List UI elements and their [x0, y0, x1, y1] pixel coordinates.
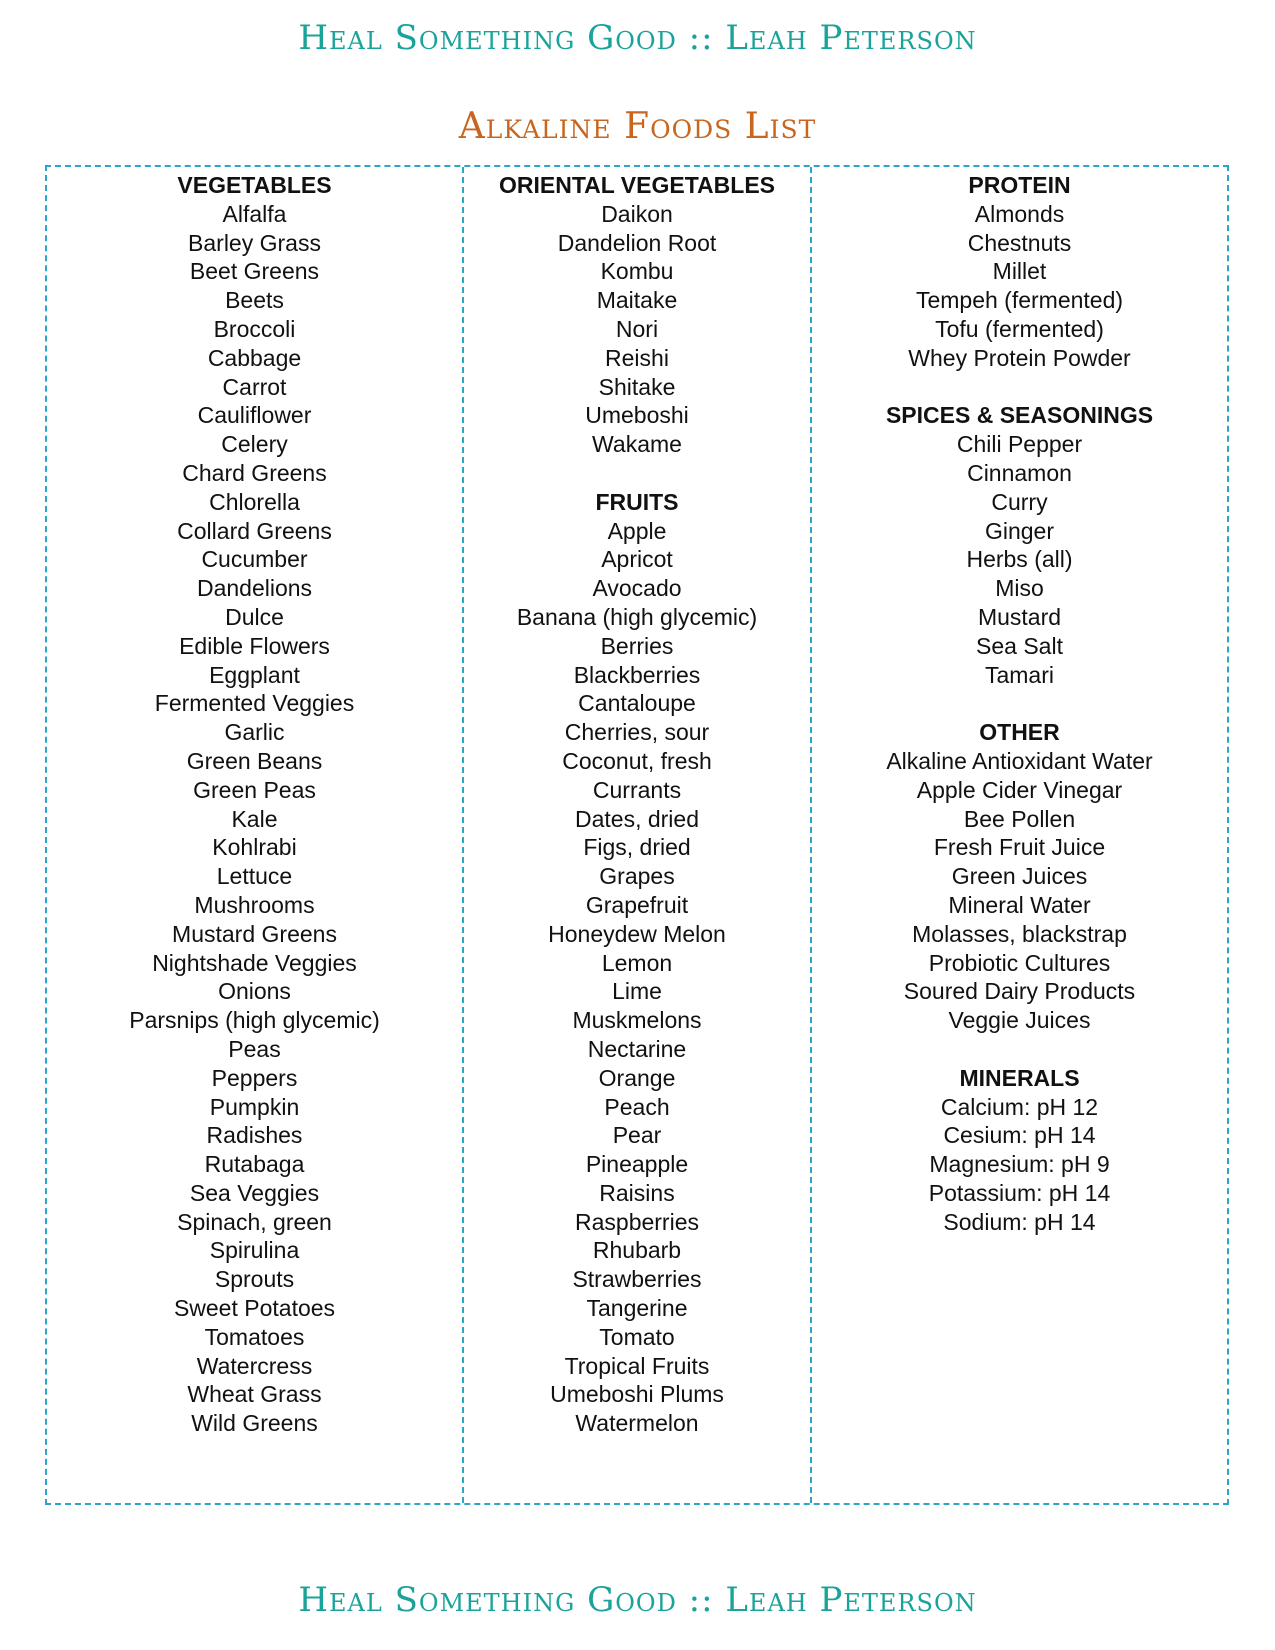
- list-item: Millet: [992, 258, 1047, 285]
- list-item: Green Peas: [193, 776, 316, 803]
- list-item: Magnesium: pH 9: [929, 1151, 1110, 1178]
- list-item: Alkaline Antioxidant Water: [886, 747, 1153, 774]
- list-item: Calcium: pH 12: [940, 1093, 1099, 1120]
- list-item: Pumpkin: [209, 1093, 300, 1120]
- list-item: Raspberries: [575, 1208, 699, 1235]
- column-2: [464, 167, 812, 1503]
- list-item: Soured Dairy Products: [903, 978, 1136, 1005]
- list-item: Lime: [612, 978, 662, 1005]
- list-item: Barley Grass: [188, 229, 321, 256]
- list-item: Green Beans: [186, 747, 323, 774]
- list-item: Wild Greens: [191, 1410, 318, 1437]
- list-item: Wakame: [592, 431, 682, 458]
- list-item: Fermented Veggies: [154, 690, 355, 717]
- list-item: Tamari: [984, 661, 1054, 688]
- list-item: Rhubarb: [592, 1237, 682, 1264]
- list-item: Daikon: [601, 200, 673, 227]
- list-item: Curry: [991, 488, 1048, 515]
- list-item: Tangerine: [586, 1295, 688, 1322]
- list-item: Broccoli: [213, 315, 296, 342]
- list-item: Cauliflower: [197, 402, 312, 429]
- list-item: Tempeh (fermented): [915, 287, 1124, 314]
- list-item: Parsnips (high glycemic): [129, 1007, 380, 1034]
- column-3: [812, 167, 1227, 1503]
- list-item: Fresh Fruit Juice: [933, 834, 1106, 861]
- list-item: Carrot: [222, 373, 287, 400]
- list-item: Alfalfa: [222, 200, 287, 227]
- list-item: Apricot: [601, 546, 673, 573]
- food-section: [47, 171, 462, 1438]
- list-item: Chili Pepper: [956, 431, 1083, 458]
- list-item: Figs, dried: [583, 834, 691, 861]
- list-item: Dandelion Root: [557, 229, 717, 256]
- list-item: Whey Protein Powder: [908, 344, 1131, 371]
- list-item: Eggplant: [209, 661, 300, 688]
- list-item: Raisins: [599, 1179, 675, 1206]
- food-section: [812, 401, 1227, 689]
- food-section: [812, 1064, 1227, 1237]
- column-1: [47, 167, 464, 1503]
- section-heading: SPICES & SEASONINGS: [885, 402, 1154, 429]
- list-item: Mineral Water: [948, 891, 1091, 918]
- footer-brand: Heal Something Good :: Leah Peterson: [298, 1580, 977, 1620]
- list-item: Kohlrabi: [212, 834, 297, 861]
- food-section: [464, 171, 810, 459]
- list-item: Peas: [228, 1035, 281, 1062]
- list-item: Sea Salt: [976, 632, 1063, 659]
- list-item: Cherries, sour: [564, 719, 710, 746]
- food-section: [464, 488, 810, 1438]
- list-item: Lettuce: [216, 863, 293, 890]
- list-item: Mustard Greens: [172, 920, 337, 947]
- list-item: Pear: [612, 1122, 662, 1149]
- list-item: Herbs (all): [966, 546, 1073, 573]
- list-item: Cucumber: [201, 546, 308, 573]
- list-item: Cesium: pH 14: [943, 1122, 1096, 1149]
- list-item: Cinnamon: [967, 459, 1072, 486]
- list-item: Dates, dried: [574, 805, 699, 832]
- list-item: Avocado: [592, 575, 682, 602]
- list-item: Radishes: [206, 1122, 303, 1149]
- list-item: Pineapple: [585, 1151, 689, 1178]
- list-item: Beets: [225, 287, 284, 314]
- food-section: [812, 718, 1227, 1035]
- list-item: Lemon: [601, 949, 673, 976]
- list-item: Nightshade Veggies: [152, 949, 357, 976]
- list-item: Edible Flowers: [179, 632, 330, 659]
- list-item: Shitake: [598, 373, 676, 400]
- list-item: Molasses, blackstrap: [912, 920, 1127, 947]
- list-item: Cantaloupe: [578, 690, 696, 717]
- list-item: Spirulina: [209, 1237, 300, 1264]
- list-item: Onions: [218, 978, 291, 1005]
- list-item: Berries: [600, 632, 674, 659]
- list-item: Sodium: pH 14: [943, 1208, 1096, 1235]
- list-item: Tomatoes: [204, 1323, 305, 1350]
- list-item: Apple Cider Vinegar: [916, 776, 1123, 803]
- list-item: Umeboshi: [585, 402, 689, 429]
- section-heading: MINERALS: [959, 1064, 1080, 1091]
- list-item: Coconut, fresh: [562, 747, 712, 774]
- list-item: Rutabaga: [204, 1151, 305, 1178]
- list-item: Wheat Grass: [187, 1381, 322, 1408]
- list-item: Blackberries: [573, 661, 701, 688]
- list-item: Spinach, green: [177, 1208, 332, 1235]
- list-item: Veggie Juices: [948, 1007, 1091, 1034]
- list-item: Tofu (fermented): [935, 315, 1104, 342]
- list-item: Orange: [598, 1064, 676, 1091]
- list-item: Bee Pollen: [963, 805, 1076, 832]
- list-item: Maitake: [596, 287, 678, 314]
- header-brand: Heal Something Good :: Leah Peterson: [298, 18, 977, 58]
- section-heading: PROTEIN: [968, 172, 1071, 198]
- list-item: Reishi: [605, 344, 669, 371]
- list-item: Grapes: [599, 863, 675, 890]
- list-item: Tomato: [599, 1323, 675, 1350]
- page-title: Alkaline Foods List: [458, 106, 817, 147]
- list-item: Mushrooms: [194, 891, 315, 918]
- list-item: Muskmelons: [572, 1007, 702, 1034]
- list-item: Almonds: [974, 200, 1065, 227]
- list-item: Watercress: [196, 1352, 313, 1379]
- list-item: Miso: [995, 575, 1044, 602]
- list-item: Sweet Potatoes: [173, 1295, 336, 1322]
- section-heading: VEGETABLES: [177, 172, 332, 198]
- list-item: Collard Greens: [177, 517, 332, 544]
- list-item: Dulce: [225, 603, 284, 630]
- list-item: Mustard: [977, 603, 1062, 630]
- section-heading: FRUITS: [595, 488, 679, 515]
- list-item: Nectarine: [587, 1035, 687, 1062]
- list-item: Chlorella: [209, 488, 300, 515]
- section-heading: OTHER: [979, 719, 1060, 746]
- list-item: Chestnuts: [967, 229, 1072, 256]
- list-item: Tropical Fruits: [564, 1352, 710, 1379]
- list-item: Ginger: [984, 517, 1055, 544]
- list-item: Probiotic Cultures: [928, 949, 1111, 976]
- list-item: Garlic: [224, 719, 285, 746]
- list-item: Green Juices: [951, 863, 1088, 890]
- list-item: Sea Veggies: [189, 1179, 320, 1206]
- list-item: Watermelon: [575, 1410, 699, 1437]
- list-item: Banana (high glycemic): [516, 603, 758, 630]
- list-item: Peach: [604, 1093, 670, 1120]
- list-item: Celery: [221, 431, 288, 458]
- list-item: Beet Greens: [189, 258, 320, 285]
- list-item: Nori: [615, 315, 659, 342]
- list-item: Honeydew Melon: [548, 920, 726, 947]
- list-item: Sprouts: [214, 1266, 295, 1293]
- list-item: Grapefruit: [585, 891, 689, 918]
- list-item: Currants: [592, 776, 682, 803]
- section-heading: ORIENTAL VEGETABLES: [498, 172, 776, 198]
- list-item: Dandelions: [196, 575, 313, 602]
- foods-table: [45, 165, 1229, 1505]
- food-section: [812, 171, 1227, 373]
- list-item: Apple: [607, 517, 667, 544]
- list-item: Peppers: [211, 1064, 298, 1091]
- list-item: Strawberries: [572, 1266, 702, 1293]
- list-item: Kale: [231, 805, 278, 832]
- list-item: Cabbage: [207, 344, 302, 371]
- list-item: Potassium: pH 14: [928, 1179, 1111, 1206]
- list-item: Umeboshi Plums: [550, 1381, 724, 1408]
- list-item: Kombu: [600, 258, 674, 285]
- list-item: Chard Greens: [182, 459, 327, 486]
